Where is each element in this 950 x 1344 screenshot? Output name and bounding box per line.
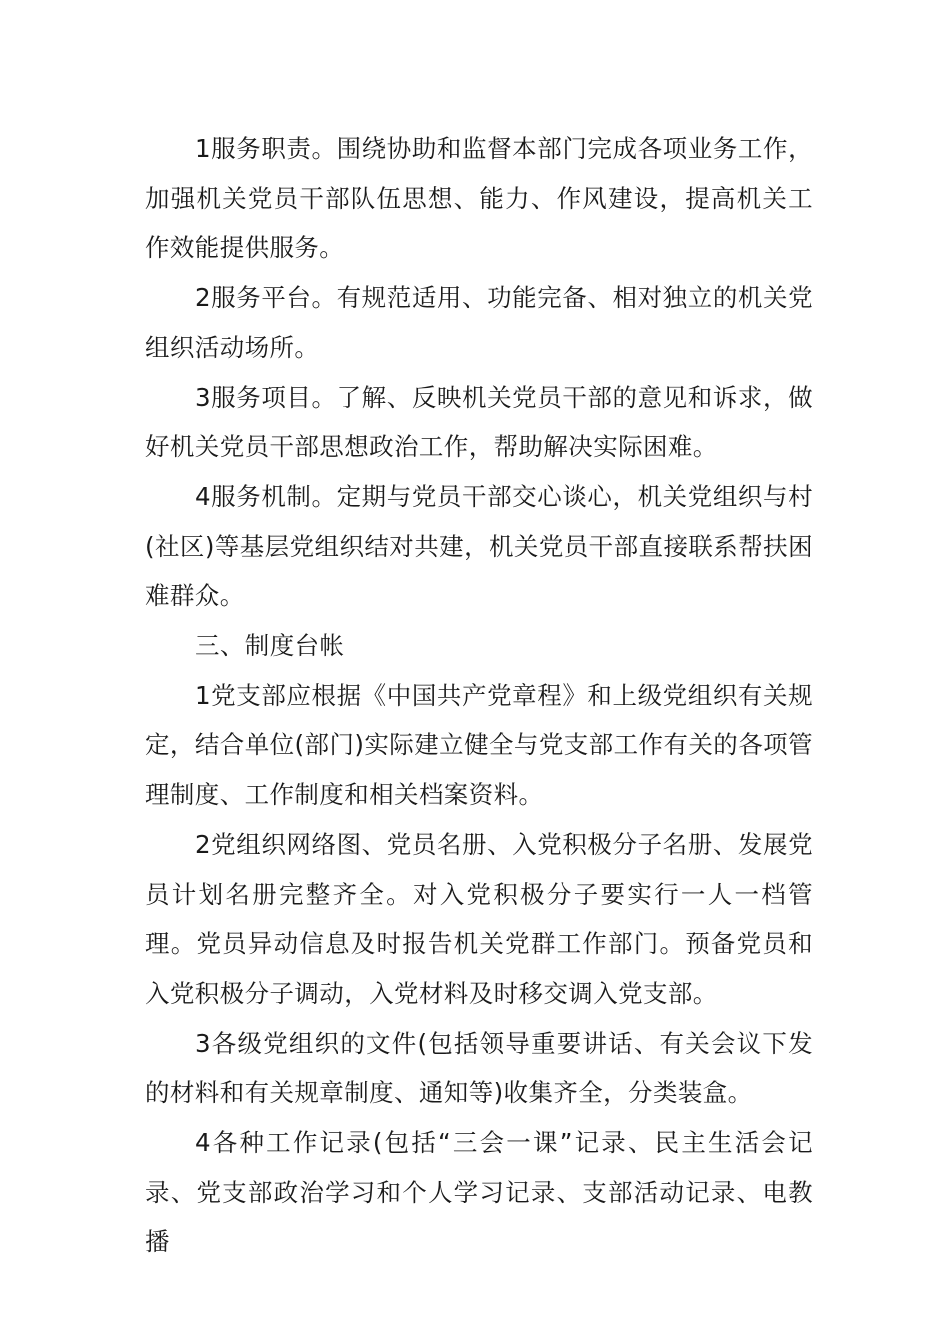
paragraph-service-duty: 1服务职责。围绕协助和监督本部门完成各项业务工作，加强机关党员干部队伍思想、能力、作风建设，提高机关工作效能提供服务。 <box>145 134 813 263</box>
paragraph-service-mechanism: 4服务机制。定期与党员干部交心谈心，机关党组织与村(社区)等基层党组织结对共建，机关党员干部直接联系帮扶困难群众。 <box>145 481 813 611</box>
paragraph-documents-collection: 3各级党组织的文件(包括领导重要讲话、有关会议下发的材料和有关规章制度、通知等)收集齐全，分类装盒。 <box>145 1028 813 1108</box>
paragraph-member-rosters: 2党组织网络图、党员名册、入党积极分子名册、发展党员计划名册完整齐全。对入党积极分子要实行一人一档管理。党员异动信息及时报告机关党群工作部门。预备党员和入党积极分子调动，入党材料及时移交调入党支部。 <box>145 829 813 1008</box>
section-heading-system-ledger: 三、制度台帐 <box>195 631 345 661</box>
paragraph-work-records: 4各种工作记录(包括“三会一课”记录、民主生活会记录、党支部政治学习和个人学习记录、支部活动记录、电教播 <box>145 1128 813 1257</box>
paragraph-branch-rules: 1党支部应根据《中国共产党章程》和上级党组织有关规定，结合单位(部门)实际建立健全与党支部工作有关的各项管理制度、工作制度和相关档案资料。 <box>145 680 813 810</box>
document-body <box>145 124 813 1267</box>
paragraph-service-platform: 2服务平台。有规范适用、功能完备、相对独立的机关党组织活动场所。 <box>145 283 813 362</box>
paragraph-service-items: 3服务项目。了解、反映机关党员干部的意见和诉求，做好机关党员干部思想政治工作，帮助解决实际困难。 <box>145 382 813 462</box>
